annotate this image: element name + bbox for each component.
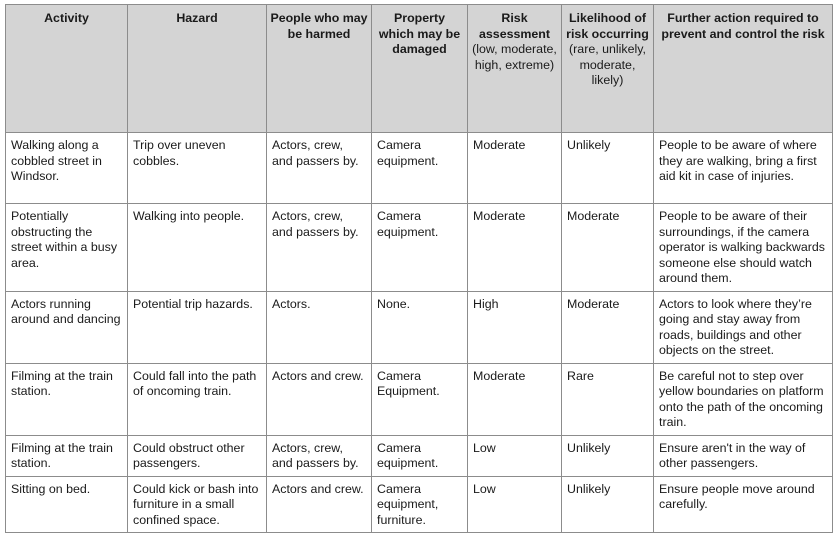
cell-risk: High: [468, 291, 562, 363]
cell-likelihood: Unlikely: [562, 133, 654, 204]
header-people-harmed: People who may be harmed: [267, 5, 372, 133]
cell-risk: Moderate: [468, 133, 562, 204]
cell-hazard: Could fall into the path of oncoming train.: [128, 363, 267, 435]
table-row: [6, 291, 833, 363]
cell-property: Camera equipment.: [372, 133, 468, 204]
table-header-row: [6, 5, 833, 133]
cell-likelihood: Moderate: [562, 204, 654, 292]
cell-action: Ensure people move around carefully.: [654, 476, 833, 533]
table-row: [6, 476, 833, 533]
cell-people: Actors, crew, and passers by.: [267, 204, 372, 292]
cell-activity: Walking along a cobbled street in Windsor.: [6, 133, 128, 204]
table-row: [6, 204, 833, 292]
cell-people: Actors, crew, and passers by.: [267, 133, 372, 204]
cell-risk: Low: [468, 435, 562, 476]
table-row: [6, 435, 833, 476]
cell-activity: Filming at the train station.: [6, 363, 128, 435]
header-further-action: Further action required to prevent and control the risk: [654, 5, 833, 133]
cell-action: Ensure aren't in the way of other passengers.: [654, 435, 833, 476]
cell-property: None.: [372, 291, 468, 363]
cell-hazard: Trip over uneven cobbles.: [128, 133, 267, 204]
cell-hazard: Walking into people.: [128, 204, 267, 292]
cell-risk: Moderate: [468, 363, 562, 435]
cell-action: People to be aware of their surroundings, if the camera operator is walking backwards someone else should watch around them.: [654, 204, 833, 292]
cell-people: Actors and crew.: [267, 476, 372, 533]
cell-likelihood: Rare: [562, 363, 654, 435]
header-property-damaged: Property which may be damaged: [372, 5, 468, 133]
cell-activity: Filming at the train station.: [6, 435, 128, 476]
cell-property: Camera equipment.: [372, 435, 468, 476]
cell-people: Actors.: [267, 291, 372, 363]
cell-property: Camera equipment.: [372, 204, 468, 292]
cell-activity: Potentially obstructing the street within a busy area.: [6, 204, 128, 292]
header-activity: Activity: [6, 5, 128, 133]
cell-likelihood: Unlikely: [562, 435, 654, 476]
header-risk-assessment: Risk assessment (low, moderate, high, extreme): [468, 5, 562, 133]
cell-activity: Actors running around and dancing: [6, 291, 128, 363]
cell-hazard: Could kick or bash into furniture in a small confined space.: [128, 476, 267, 533]
header-hazard: Hazard: [128, 5, 267, 133]
cell-action: Actors to look where they’re going and stay away from roads, buildings and other objects on the street.: [654, 291, 833, 363]
cell-likelihood: Moderate: [562, 291, 654, 363]
table-row: [6, 133, 833, 204]
table-row: [6, 363, 833, 435]
cell-people: Actors, crew, and passers by.: [267, 435, 372, 476]
cell-property: Camera Equipment.: [372, 363, 468, 435]
cell-risk: Moderate: [468, 204, 562, 292]
cell-activity: Sitting on bed.: [6, 476, 128, 533]
cell-action: Be careful not to step over yellow boundaries on platform onto the path of the oncoming train.: [654, 363, 833, 435]
cell-hazard: Could obstruct other passengers.: [128, 435, 267, 476]
cell-action: People to be aware of where they are walking, bring a first aid kit in case of injuries.: [654, 133, 833, 204]
cell-likelihood: Unlikely: [562, 476, 654, 533]
cell-people: Actors and crew.: [267, 363, 372, 435]
header-likelihood: Likelihood of risk occurring (rare, unlikely, moderate, likely): [562, 5, 654, 133]
cell-hazard: Potential trip hazards.: [128, 291, 267, 363]
cell-risk: Low: [468, 476, 562, 533]
risk-assessment-table: [5, 4, 833, 533]
cell-property: Camera equipment, furniture.: [372, 476, 468, 533]
